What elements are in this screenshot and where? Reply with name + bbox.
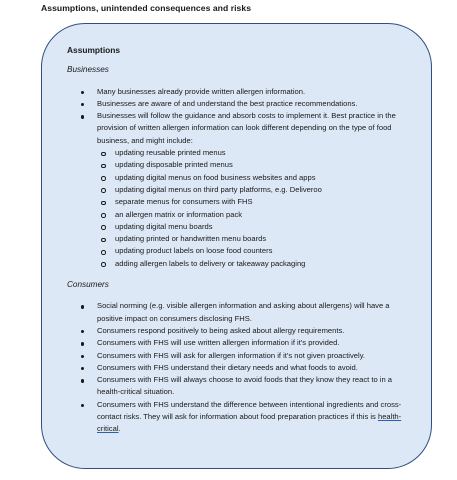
businesses-subheading: Businesses [67, 65, 109, 75]
businesses-list [67, 86, 415, 270]
page-heading: Assumptions, unintended consequences and risks [41, 3, 252, 13]
panel-content [67, 44, 415, 436]
sub-list-item: updating digital menu boards [97, 221, 415, 233]
sub-list-item: an allergen matrix or information pack [97, 209, 415, 221]
sub-list-item: updating reusable printed menus [97, 147, 415, 159]
list-item [67, 399, 415, 436]
list-item: Consumers with FHS will always choose to avoid foods that they know they react to in a health-critical situation. [67, 374, 415, 399]
consumers-list [67, 300, 415, 435]
list-item-text: Businesses will follow the guidance and absorb costs to implement it. Best practice in the provision of written allergen information can look different depending on the type of food business, and might include: [97, 111, 396, 145]
sub-list-item: updating digital menus on food business websites and apps [97, 172, 415, 184]
sub-list-item: updating product labels on loose food counters [97, 245, 415, 257]
list-item: Consumers with FHS will ask for allergen information if it's not given proactively. [67, 350, 415, 362]
consumers-subheading: Consumers [67, 280, 109, 290]
health-critical-term: health-critical [97, 412, 402, 434]
list-item: Consumers with FHS understand their dietary needs and what foods to avoid. [67, 362, 415, 374]
examples-list [97, 147, 415, 270]
list-item: Businesses are aware of and understand the best practice recommendations. [67, 98, 415, 110]
list-item: Many businesses already provide written allergen information. [67, 86, 415, 98]
list-item: Consumers with FHS will use written allergen information if it's provided. [67, 337, 415, 349]
assumptions-panel [41, 23, 432, 469]
list-item-end: . [118, 424, 121, 434]
sub-list-item: adding allergen labels to delivery or takeaway packaging [97, 258, 415, 270]
list-item-text: Consumers with FHS understand the difference between intentional ingredients and cross-contact risks. They will ask for information about food preparation practices if this is [97, 399, 402, 422]
list-item: Consumers respond positively to being asked about allergy requirements. [67, 325, 415, 337]
panel-title: Assumptions [67, 45, 121, 55]
sub-list-item: updating disposable printed menus [97, 159, 415, 171]
sub-list-item: updating digital menus on third party platforms, e.g. Deliveroo [97, 184, 415, 196]
list-item: Social norming (e.g. visible allergen information and asking about allergens) will have a positive impact on consumers disclosing FHS. [67, 300, 415, 325]
sub-list-item: separate menus for consumers with FHS [97, 196, 415, 208]
list-item [67, 110, 415, 270]
sub-list-item: updating printed or handwritten menu boards [97, 233, 415, 245]
